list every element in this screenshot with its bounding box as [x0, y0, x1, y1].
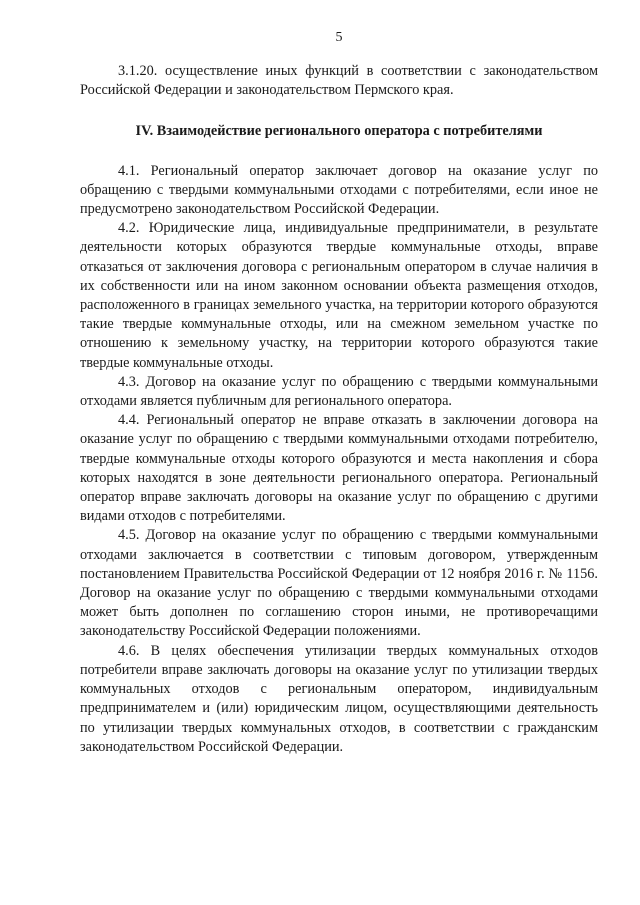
paragraph-4-5: 4.5. Договор на оказание услуг по обращению с твердыми коммунальными отходами заключается в соответствии с типовым договором, утвержденным постановлением Правительства Российской Федерации от 12 ноября 2016 г. № 1156. Договор на оказание услуг по обращению с твердыми коммунальными отходами может быть дополнен по соглашению сторон иными, не противоречащими законодательству Российской Федерации положениями. [80, 527, 598, 640]
section-heading: IV. Взаимодействие регионального оператора с потребителями [135, 123, 543, 140]
paragraph-3-1-20: 3.1.20. осуществление иных функций в соответствии с законодательством Российской Федерации и законодательством Пермского края. [80, 63, 598, 99]
page-number: 5 [335, 30, 343, 45]
paragraph-4-6: 4.6. В целях обеспечения утилизации твердых коммунальных отходов потребители вправе заключать договоры на оказание услуг по утилизации твердых коммунальных отходов с региональным оператором, индивидуальным предпринимателем и (или) юридическим лицом, осуществляющими деятельность по утилизации твердых коммунальных отходов, в соответствии с гражданским законодательством Российской Федерации. [80, 642, 598, 755]
paragraph-4-4: 4.4. Региональный оператор не вправе отказать в заключении договора на оказание услуг по обращению с твердыми коммунальными отходами потребителю, твердые коммунальные отходы которого образуются и места накопления и сбора которых находятся в зоне деятельности регионального оператора. Региональный оператор вправе заключать договоры на оказание услуг по обращению с другими видами отходов с потребителями. [80, 412, 598, 525]
paragraph-4-2: 4.2. Юридические лица, индивидуальные предприниматели, в результате деятельности которых образуются твердые коммунальные отходы, вправе отказаться от заключения договора с региональным оператором в случае наличия в их собственности или на ином законном основании объекта размещения отходов, расположенного в границах земельного участка, на территории которого образуются такие твердые коммунальные отходы, или на смежном земельном участке по отношению к земельному участку, на территории которого образуются такие твердые коммунальные отходы. [80, 220, 598, 371]
paragraph-4-1: 4.1. Региональный оператор заключает договор на оказание услуг по обращению с твердыми коммунальными отходами с потребителями, если иное не предусмотрено законодательством Российской Федерации. [80, 162, 598, 218]
paragraph-4-3: 4.3. Договор на оказание услуг по обращению с твердыми коммунальными отходами является публичным для регионального оператора. [80, 373, 598, 410]
